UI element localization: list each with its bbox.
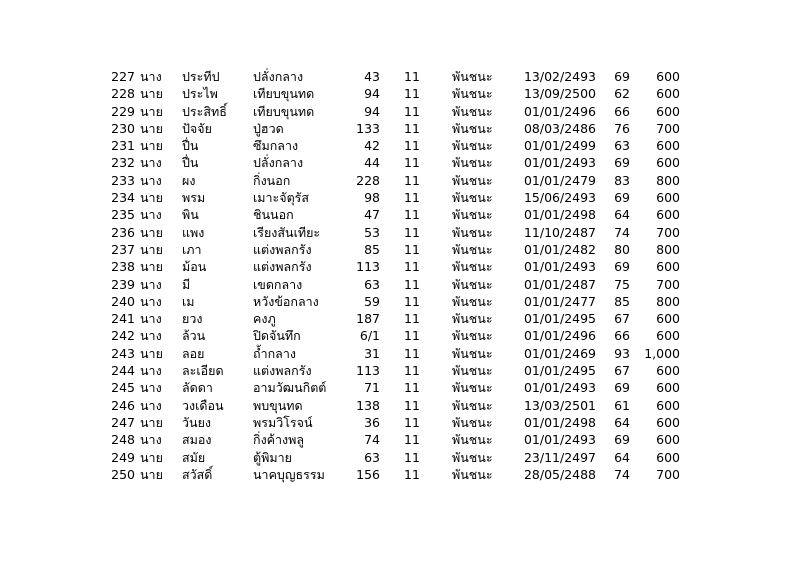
record-number: 247	[111, 414, 135, 430]
last-name: เขดกลาง	[253, 276, 303, 292]
allowance-amount: 700	[656, 466, 680, 482]
first-name: ปัจจัย	[182, 120, 212, 136]
allowance-amount: 600	[656, 259, 680, 275]
table-row	[0, 414, 800, 431]
subdistrict: พันชนะ	[452, 69, 493, 84]
birth-date: 01/01/2477	[523, 293, 596, 309]
title-prefix: นาย	[140, 466, 163, 482]
age: 80	[614, 241, 630, 257]
age: 75	[614, 276, 630, 292]
birth-date: 01/01/2499	[523, 138, 596, 154]
record-number: 229	[111, 103, 135, 119]
title-prefix: นาย	[140, 414, 163, 430]
table-row	[0, 379, 800, 396]
title-prefix: นาง	[140, 380, 162, 396]
village-number: 11	[404, 103, 420, 119]
birth-date: 01/01/2487	[523, 276, 596, 292]
house-number: 63	[364, 449, 380, 465]
record-number: 236	[111, 224, 135, 240]
village-number: 11	[404, 172, 420, 188]
last-name: เรียงสันเทียะ	[253, 224, 321, 240]
birth-date: 15/06/2493	[523, 190, 596, 206]
house-number: 113	[356, 363, 380, 379]
title-prefix: นาง	[140, 432, 162, 448]
allowance-amount: 700	[656, 224, 680, 240]
table-row	[0, 293, 800, 310]
house-number: 94	[364, 86, 380, 102]
allowance-amount: 700	[656, 276, 680, 292]
first-name: เม	[182, 293, 195, 309]
house-number: 94	[364, 103, 380, 119]
birth-date: 28/05/2488	[523, 466, 596, 482]
village-number: 11	[404, 345, 420, 361]
age: 67	[614, 311, 630, 327]
birth-date: 01/01/2493	[523, 432, 596, 448]
village-number: 11	[404, 86, 420, 102]
record-number: 243	[111, 345, 135, 361]
last-name: เทียบขุนทด	[253, 103, 315, 119]
subdistrict: พันชนะ	[452, 86, 493, 102]
record-number: 237	[111, 241, 135, 257]
house-number: 133	[356, 120, 380, 136]
last-name: นาคบุญธรรม	[253, 466, 325, 482]
birth-date: 01/01/2479	[523, 172, 596, 188]
last-name: ปิดจันทึก	[253, 328, 301, 344]
village-number: 11	[404, 69, 420, 84]
last-name: เมาะจัตุรัส	[253, 190, 310, 206]
record-number: 234	[111, 190, 135, 206]
title-prefix: นาย	[140, 190, 163, 206]
house-number: 85	[364, 241, 380, 257]
table-row	[0, 276, 800, 293]
table-row	[0, 431, 800, 448]
table-row	[0, 241, 800, 258]
birth-date: 11/10/2487	[523, 224, 596, 240]
birth-date: 01/01/2493	[523, 155, 596, 171]
last-name: แต่งพลกรัง	[253, 259, 312, 275]
record-number: 231	[111, 138, 135, 154]
subdistrict: พันชนะ	[452, 190, 493, 206]
allowance-amount: 600	[656, 103, 680, 119]
allowance-amount: 600	[656, 414, 680, 430]
age: 74	[614, 224, 630, 240]
record-number: 248	[111, 432, 135, 448]
house-number: 71	[364, 380, 380, 396]
table-row	[0, 68, 800, 85]
village-number: 11	[404, 311, 420, 327]
age: 64	[614, 449, 630, 465]
first-name: เภา	[182, 241, 202, 257]
subdistrict: พันชนะ	[452, 103, 493, 119]
age: 69	[614, 380, 630, 396]
table-row	[0, 224, 800, 241]
record-number: 232	[111, 155, 135, 171]
village-number: 11	[404, 466, 420, 482]
birth-date: 01/01/2495	[523, 311, 596, 327]
allowance-amount: 600	[656, 86, 680, 102]
record-number: 250	[111, 466, 135, 482]
title-prefix: นาย	[140, 345, 163, 361]
subdistrict: พันชนะ	[452, 380, 493, 396]
title-prefix: นาย	[140, 103, 163, 119]
house-number: 74	[364, 432, 380, 448]
table-row	[0, 103, 800, 120]
last-name: เทียบขุนทด	[253, 86, 315, 102]
village-number: 11	[404, 449, 420, 465]
first-name: วงเดือน	[182, 397, 224, 413]
title-prefix: นาย	[140, 224, 163, 240]
last-name: พรมวิโรจน์	[253, 414, 313, 430]
last-name: ปลั่งกลาง	[253, 155, 304, 171]
village-number: 11	[404, 207, 420, 223]
title-prefix: นาง	[140, 172, 162, 188]
subdistrict: พันชนะ	[452, 276, 493, 292]
table-row	[0, 397, 800, 414]
table-row	[0, 189, 800, 206]
subdistrict: พันชนะ	[452, 120, 493, 136]
title-prefix: นาง	[140, 207, 162, 223]
table-row	[0, 345, 800, 362]
village-number: 11	[404, 190, 420, 206]
house-number: 53	[364, 224, 380, 240]
birth-date: 08/03/2486	[523, 120, 596, 136]
village-number: 11	[404, 138, 420, 154]
last-name: ซึมกลาง	[253, 138, 299, 154]
first-name: ลอย	[182, 345, 205, 361]
birth-date: 13/02/2493	[523, 69, 596, 84]
birth-date: 01/01/2482	[523, 241, 596, 257]
title-prefix: นาง	[140, 363, 162, 379]
title-prefix: นาง	[140, 155, 162, 171]
age: 67	[614, 363, 630, 379]
age: 61	[614, 397, 630, 413]
title-prefix: นาย	[140, 120, 163, 136]
birth-date: 13/09/2500	[523, 86, 596, 102]
allowance-amount: 1,000	[644, 345, 680, 361]
subdistrict: พันชนะ	[452, 172, 493, 188]
village-number: 11	[404, 293, 420, 309]
allowance-amount: 600	[656, 311, 680, 327]
birth-date: 01/01/2469	[523, 345, 596, 361]
title-prefix: นาง	[140, 311, 162, 327]
allowance-amount: 600	[656, 69, 680, 84]
subdistrict: พันชนะ	[452, 241, 493, 257]
subdistrict: พันชนะ	[452, 224, 493, 240]
record-number: 227	[111, 69, 135, 84]
title-prefix: นาง	[140, 69, 162, 84]
last-name: กิ่งค้างพลู	[253, 432, 305, 448]
title-prefix: นาย	[140, 241, 163, 257]
first-name: ละเอียด	[182, 363, 224, 379]
first-name: สมัย	[182, 449, 206, 465]
allowance-amount: 600	[656, 380, 680, 396]
subdistrict: พันชนะ	[452, 259, 493, 275]
house-number: 63	[364, 276, 380, 292]
age: 69	[614, 69, 630, 84]
record-number: 233	[111, 172, 135, 188]
first-name: ปื่น	[182, 155, 199, 171]
age: 66	[614, 103, 630, 119]
last-name: กิ่งนอก	[253, 172, 291, 188]
age: 64	[614, 207, 630, 223]
record-number: 241	[111, 311, 135, 327]
house-number: 42	[364, 138, 380, 154]
subdistrict: พันชนะ	[452, 293, 493, 309]
first-name: ประไพ	[182, 86, 218, 102]
birth-date: 01/01/2495	[523, 363, 596, 379]
record-number: 245	[111, 380, 135, 396]
subdistrict: พันชนะ	[452, 397, 493, 413]
first-name: ม้อน	[182, 259, 207, 275]
table-row	[0, 120, 800, 137]
title-prefix: นาง	[140, 397, 162, 413]
allowance-amount: 600	[656, 155, 680, 171]
subdistrict: พันชนะ	[452, 432, 493, 448]
village-number: 11	[404, 328, 420, 344]
first-name: วันยง	[182, 414, 211, 430]
table-row	[0, 327, 800, 344]
house-number: 36	[364, 414, 380, 430]
record-number: 240	[111, 293, 135, 309]
title-prefix: นาง	[140, 293, 162, 309]
subdistrict: พันชนะ	[452, 466, 493, 482]
birth-date: 01/01/2496	[523, 328, 596, 344]
birth-date: 01/01/2493	[523, 380, 596, 396]
birth-date: 01/01/2493	[523, 259, 596, 275]
house-number: 98	[364, 190, 380, 206]
table-row	[0, 258, 800, 275]
village-number: 11	[404, 397, 420, 413]
record-number: 230	[111, 120, 135, 136]
table-row	[0, 310, 800, 327]
title-prefix: นาย	[140, 86, 163, 102]
table-row	[0, 449, 800, 466]
subdistrict: พันชนะ	[452, 414, 493, 430]
birth-date: 01/01/2498	[523, 207, 596, 223]
subdistrict: พันชนะ	[452, 328, 493, 344]
house-number: 43	[364, 69, 380, 84]
record-number: 239	[111, 276, 135, 292]
first-name: ลัดดา	[182, 380, 213, 396]
age: 93	[614, 345, 630, 361]
allowance-amount: 800	[656, 241, 680, 257]
age: 69	[614, 259, 630, 275]
allowance-amount: 600	[656, 363, 680, 379]
house-number: 228	[356, 172, 380, 188]
age: 74	[614, 466, 630, 482]
birth-date: 01/01/2496	[523, 103, 596, 119]
last-name: แต่งพลกรัง	[253, 241, 312, 257]
allowance-amount: 800	[656, 172, 680, 188]
table-row	[0, 85, 800, 102]
village-number: 11	[404, 432, 420, 448]
title-prefix: นาย	[140, 449, 163, 465]
last-name: ชินนอก	[253, 207, 294, 223]
house-number: 113	[356, 259, 380, 275]
table-row	[0, 137, 800, 154]
age: 69	[614, 190, 630, 206]
house-number: 59	[364, 293, 380, 309]
birth-date: 01/01/2498	[523, 414, 596, 430]
record-number: 235	[111, 207, 135, 223]
first-name: ปื่น	[182, 138, 199, 154]
record-number: 228	[111, 86, 135, 102]
last-name: ปู่ฮวด	[253, 120, 284, 136]
subdistrict: พันชนะ	[452, 449, 493, 465]
allowance-amount: 600	[656, 328, 680, 344]
allowance-amount: 600	[656, 190, 680, 206]
first-name: แพง	[182, 224, 205, 240]
subdistrict: พันชนะ	[452, 207, 493, 223]
record-list	[0, 68, 800, 483]
first-name: สวัสดิ์	[182, 466, 213, 482]
allowance-amount: 600	[656, 397, 680, 413]
village-number: 11	[404, 120, 420, 136]
subdistrict: พันชนะ	[452, 345, 493, 361]
village-number: 11	[404, 155, 420, 171]
table-row	[0, 206, 800, 223]
last-name: ถ้ำกลาง	[253, 345, 296, 361]
first-name: ล้วน	[182, 328, 206, 344]
age: 69	[614, 155, 630, 171]
first-name: ประสิทธิ์	[182, 103, 227, 119]
subdistrict: พันชนะ	[452, 311, 493, 327]
record-number: 242	[111, 328, 135, 344]
subdistrict: พันชนะ	[452, 363, 493, 379]
village-number: 11	[404, 380, 420, 396]
allowance-amount: 600	[656, 207, 680, 223]
village-number: 11	[404, 414, 420, 430]
table-row	[0, 154, 800, 171]
age: 83	[614, 172, 630, 188]
last-name: อามวัฒนกิตต์	[253, 380, 327, 396]
record-number: 244	[111, 363, 135, 379]
village-number: 11	[404, 259, 420, 275]
age: 85	[614, 293, 630, 309]
last-name: ตู้พิมาย	[253, 449, 292, 465]
allowance-amount: 600	[656, 138, 680, 154]
house-number: 44	[364, 155, 380, 171]
birth-date: 13/03/2501	[523, 397, 596, 413]
age: 66	[614, 328, 630, 344]
table-row	[0, 172, 800, 189]
house-number: 31	[364, 345, 380, 361]
first-name: พรม	[182, 190, 206, 206]
last-name: แต่งพลกรัง	[253, 363, 312, 379]
first-name: สมอง	[182, 432, 212, 448]
last-name: พบขุนทด	[253, 397, 303, 413]
last-name: คงภู	[253, 311, 276, 327]
village-number: 11	[404, 241, 420, 257]
last-name: หวังข้อกลาง	[253, 293, 319, 309]
birth-date: 23/11/2497	[523, 449, 596, 465]
age: 76	[614, 120, 630, 136]
subdistrict: พันชนะ	[452, 138, 493, 154]
age: 62	[614, 86, 630, 102]
allowance-amount: 700	[656, 120, 680, 136]
record-number: 238	[111, 259, 135, 275]
first-name: มี	[182, 276, 191, 292]
house-number: 138	[356, 397, 380, 413]
first-name: พิน	[182, 207, 199, 223]
title-prefix: นาย	[140, 259, 163, 275]
house-number: 47	[364, 207, 380, 223]
village-number: 11	[404, 224, 420, 240]
allowance-amount: 800	[656, 293, 680, 309]
house-number: 6/1	[359, 328, 380, 344]
first-name: ประทีป	[182, 69, 220, 84]
house-number: 187	[356, 311, 380, 327]
title-prefix: นาง	[140, 328, 162, 344]
title-prefix: นาย	[140, 138, 163, 154]
allowance-amount: 600	[656, 432, 680, 448]
last-name: ปลั่งกลาง	[253, 69, 304, 84]
village-number: 11	[404, 363, 420, 379]
first-name: ผง	[182, 172, 196, 188]
table-row	[0, 466, 800, 483]
record-number: 246	[111, 397, 135, 413]
allowance-amount: 600	[656, 449, 680, 465]
village-number: 11	[404, 276, 420, 292]
table-row	[0, 362, 800, 379]
first-name: ยวง	[182, 311, 203, 327]
title-prefix: นาง	[140, 276, 162, 292]
record-number: 249	[111, 449, 135, 465]
age: 63	[614, 138, 630, 154]
age: 69	[614, 432, 630, 448]
house-number: 156	[356, 466, 380, 482]
subdistrict: พันชนะ	[452, 155, 493, 171]
age: 64	[614, 414, 630, 430]
